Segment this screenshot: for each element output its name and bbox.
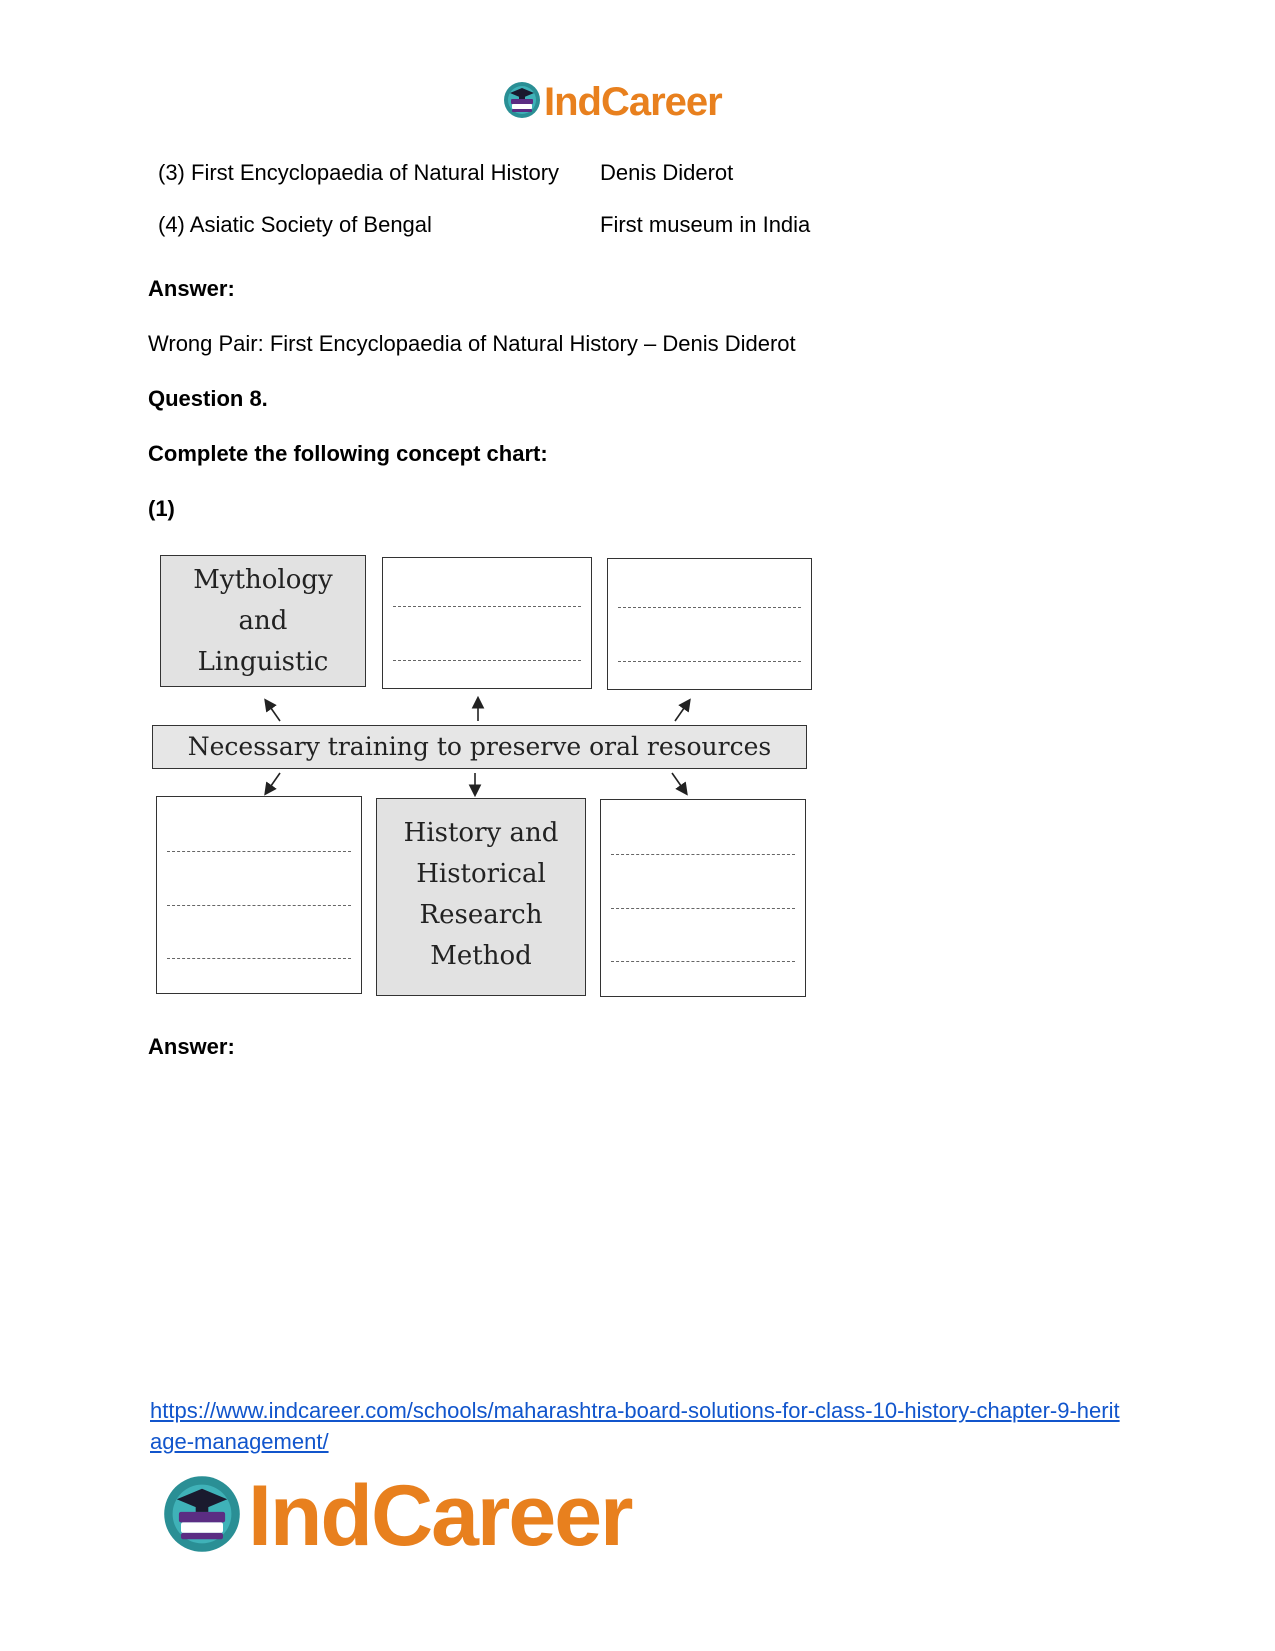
blank-line <box>618 661 801 662</box>
logo-emblem-icon <box>160 1472 244 1561</box>
box-bottom-left <box>156 796 362 994</box>
box-top-right <box>607 558 812 690</box>
indcareer-logo-bottom <box>160 1467 632 1566</box>
blank-line <box>393 606 581 607</box>
blank-line <box>611 908 795 909</box>
box-top-left <box>160 555 366 687</box>
source-link[interactable]: https://www.indcareer.com/schools/maharashtra-board-solutions-for-class-10-history-chapter-9-heritage-management/ <box>150 1398 1120 1454</box>
box-bottom-right <box>600 799 806 997</box>
blank-line <box>618 607 801 608</box>
pair-3-right: Denis Diderot <box>600 160 734 185</box>
question-number: Question 8. <box>148 386 268 411</box>
box-bottom-center-label: History and Historical Research Method <box>403 818 559 971</box>
arrow-bottom-left <box>266 773 280 793</box>
pair-4-left: (4) Asiatic Society of Bengal <box>158 212 432 237</box>
blank-line <box>167 905 351 906</box>
blank-line <box>611 961 795 962</box>
center-concept: Necessary training to preserve oral resources <box>152 725 807 769</box>
blank-line <box>167 851 351 852</box>
blank-line <box>611 854 795 855</box>
indcareer-logo-top <box>502 80 722 125</box>
answer-text-1: Wrong Pair: First Encyclopaedia of Natural History – Denis Diderot <box>148 331 796 356</box>
logo-wordmark: IndCareer <box>248 1468 632 1564</box>
box-top-left-label: Mythology and Linguistic <box>193 565 333 677</box>
box-bottom-center <box>376 798 586 996</box>
arrow-top-right <box>675 701 689 721</box>
answer-label-1: Answer: <box>148 276 235 301</box>
pair-4-right: First museum in India <box>600 212 811 237</box>
logo-wordmark: IndCareer <box>544 80 722 124</box>
blank-line <box>167 958 351 959</box>
arrow-bottom-right <box>672 773 686 793</box>
answer-label-2: Answer: <box>148 1034 235 1059</box>
concept-chart <box>152 553 812 1003</box>
question-prompt: Complete the following concept chart: <box>148 441 548 466</box>
arrow-top-left <box>266 701 280 721</box>
pair-3-left: (3) First Encyclopaedia of Natural History <box>158 160 560 185</box>
logo-emblem-icon <box>502 80 542 125</box>
blank-line <box>393 660 581 661</box>
question-part: (1) <box>148 496 175 521</box>
box-top-center <box>382 557 592 689</box>
